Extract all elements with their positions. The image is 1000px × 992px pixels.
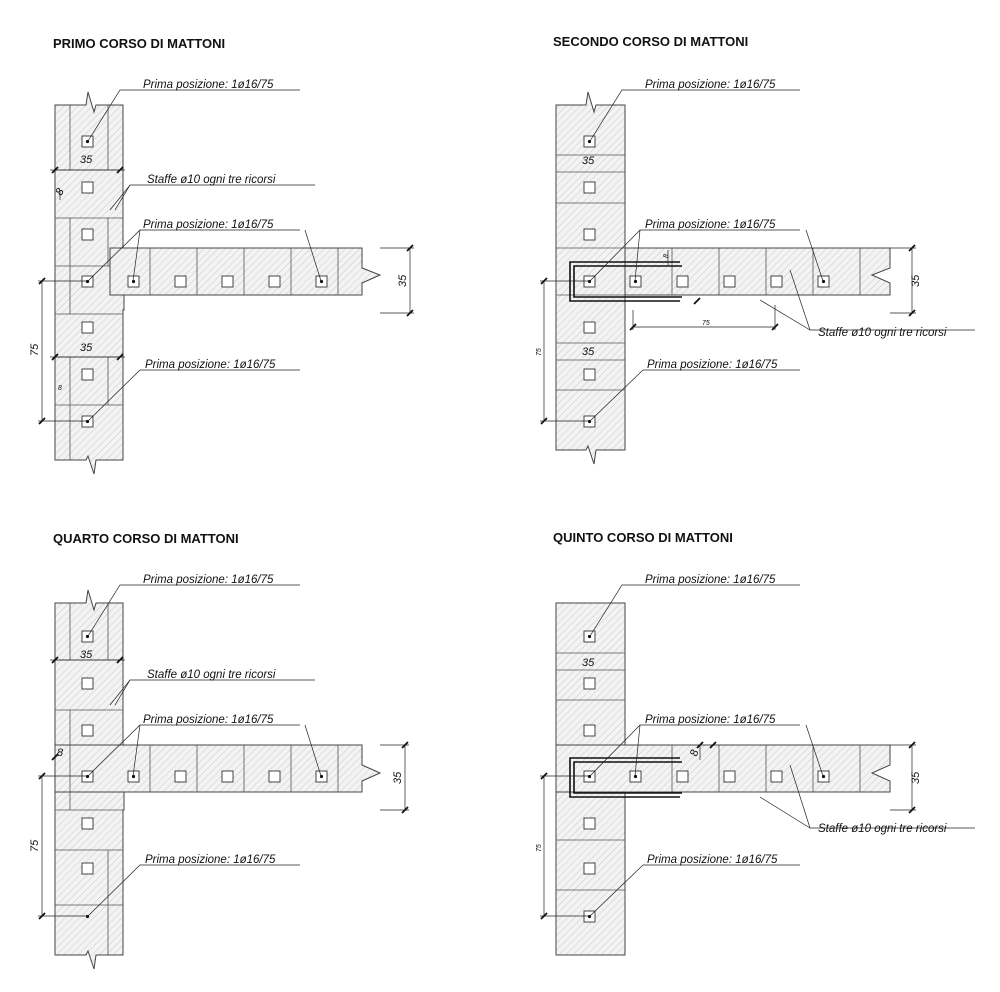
dim-thickness-horizontal: 35 — [910, 771, 922, 784]
label-staffe: Staffe ø10 ogni tre ricorsi — [147, 669, 276, 681]
dim-thickness-vertical-2: 35 — [80, 342, 93, 354]
dim-thickness-vertical: 35 — [80, 649, 93, 661]
dim-thickness-vertical: 35 — [582, 657, 595, 669]
label-middle: Prima posizione: 1ø16/75 — [143, 714, 274, 726]
panel-quinto — [536, 530, 975, 955]
label-bottom: Prima posizione: 1ø16/75 — [145, 854, 276, 866]
dim-thickness-horizontal: 35 — [392, 771, 404, 784]
dim-joint: 8 — [53, 186, 67, 198]
dim-spacing: 75 — [29, 839, 41, 852]
horizontal-wall — [55, 745, 380, 792]
dim-spacing: 75 — [536, 348, 543, 356]
dim-thickness-horizontal: 35 — [910, 274, 922, 287]
dim-thickness-horizontal: 35 — [397, 274, 409, 287]
dim-joint: 8 — [662, 253, 671, 259]
label-top: Prima posizione: 1ø16/75 — [143, 79, 274, 91]
label-middle: Prima posizione: 1ø16/75 — [143, 219, 274, 231]
label-top: Prima posizione: 1ø16/75 — [143, 574, 274, 586]
horizontal-wall — [110, 248, 380, 295]
panel-title: QUINTO CORSO DI MATTONI — [553, 530, 733, 545]
panel-title: QUARTO CORSO DI MATTONI — [53, 531, 239, 546]
dim-spacing: 75 — [29, 343, 41, 356]
horizontal-wall — [556, 745, 890, 792]
dim-joint: 8 — [57, 747, 64, 759]
label-middle: Prima posizione: 1ø16/75 — [645, 714, 776, 726]
label-staffe: Staffe ø10 ogni tre ricorsi — [818, 327, 947, 339]
label-bottom: Prima posizione: 1ø16/75 — [647, 359, 778, 371]
dim-spacing-h: 75 — [702, 320, 710, 327]
panel-title: PRIMO CORSO DI MATTONI — [53, 36, 226, 51]
label-staffe: Staffe ø10 ogni tre ricorsi — [147, 174, 276, 186]
dim-spacing: 75 — [536, 844, 543, 852]
dim-thickness-vertical: 35 — [80, 154, 93, 166]
label-bottom: Prima posizione: 1ø16/75 — [647, 854, 778, 866]
dim-joint: 8 — [688, 748, 702, 758]
label-top: Prima posizione: 1ø16/75 — [645, 574, 776, 586]
dim-joint-2: 8 — [58, 385, 62, 392]
label-middle: Prima posizione: 1ø16/75 — [645, 219, 776, 231]
label-bottom: Prima posizione: 1ø16/75 — [145, 359, 276, 371]
label-top: Prima posizione: 1ø16/75 — [645, 79, 776, 91]
panel-secondo — [536, 34, 975, 464]
panel-quarto — [29, 531, 409, 969]
label-staffe: Staffe ø10 ogni tre ricorsi — [818, 823, 947, 835]
panel-title: SECONDO CORSO DI MATTONI — [553, 34, 749, 49]
dim-thickness-vertical: 35 — [582, 155, 595, 167]
panel-primo — [29, 36, 414, 474]
dim-thickness-vertical-2: 35 — [582, 346, 595, 358]
